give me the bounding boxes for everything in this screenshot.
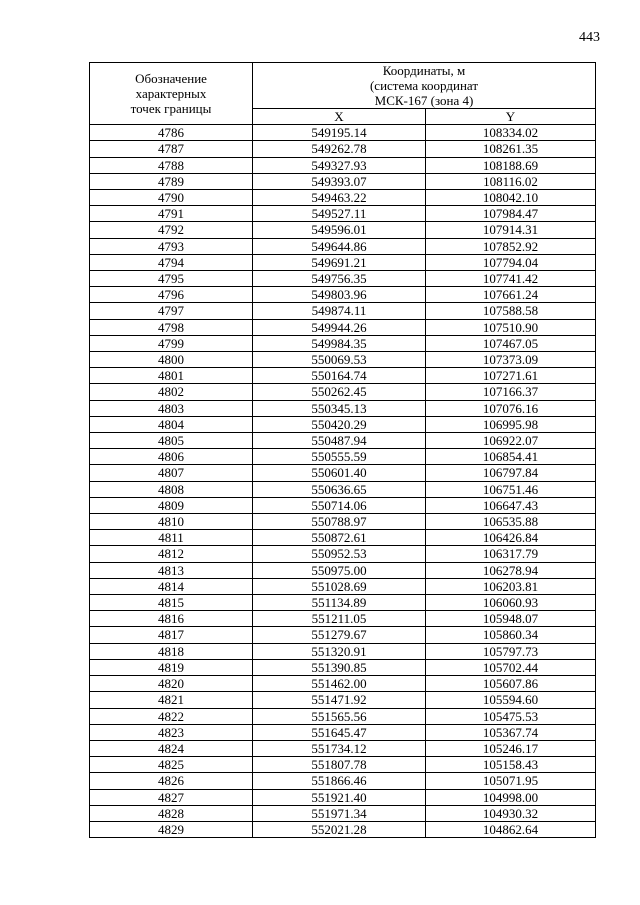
x-coordinate-cell: 551279.67 — [253, 627, 426, 643]
y-coordinate-cell: 104998.00 — [426, 789, 596, 805]
point-cell: 4788 — [90, 157, 253, 173]
y-coordinate-cell: 105158.43 — [426, 757, 596, 773]
x-coordinate-cell: 551028.69 — [253, 578, 426, 594]
x-coordinate-cell: 549262.78 — [253, 141, 426, 157]
y-coordinate-cell: 106647.43 — [426, 497, 596, 513]
table-row — [90, 530, 596, 546]
table-row — [90, 659, 596, 675]
table-row — [90, 173, 596, 189]
table-row — [90, 821, 596, 837]
y-coordinate-cell: 105797.73 — [426, 643, 596, 659]
table-row — [90, 368, 596, 384]
y-coordinate-cell: 107373.09 — [426, 352, 596, 368]
y-coordinate-cell: 105860.34 — [426, 627, 596, 643]
x-coordinate-cell: 550345.13 — [253, 400, 426, 416]
points-header-line-1: Обозначение — [135, 71, 207, 87]
point-cell: 4818 — [90, 643, 253, 659]
x-coordinate-cell: 549644.86 — [253, 238, 426, 254]
point-cell: 4797 — [90, 303, 253, 319]
x-coordinate-cell: 549803.96 — [253, 287, 426, 303]
coords-header-line-3: МСК-167 (зона 4) — [374, 93, 474, 108]
y-coordinate-cell: 105367.74 — [426, 724, 596, 740]
point-cell: 4795 — [90, 271, 253, 287]
x-coordinate-cell: 550872.61 — [253, 530, 426, 546]
point-cell: 4793 — [90, 238, 253, 254]
table-row — [90, 708, 596, 724]
points-header-line-3: точек границы — [130, 101, 212, 117]
x-coordinate-cell: 549596.01 — [253, 222, 426, 238]
y-coordinate-cell: 106203.81 — [426, 578, 596, 594]
x-coordinate-cell: 550601.40 — [253, 465, 426, 481]
x-coordinate-cell: 551471.92 — [253, 692, 426, 708]
table-row — [90, 303, 596, 319]
table-header — [90, 63, 596, 125]
point-cell: 4826 — [90, 773, 253, 789]
y-column-header: Y — [426, 109, 596, 125]
point-cell: 4806 — [90, 449, 253, 465]
table-row — [90, 692, 596, 708]
y-coordinate-cell: 107510.90 — [426, 319, 596, 335]
table-row — [90, 627, 596, 643]
y-coordinate-cell: 106854.41 — [426, 449, 596, 465]
points-column-header — [90, 63, 253, 125]
x-coordinate-cell: 551645.47 — [253, 724, 426, 740]
point-cell: 4808 — [90, 481, 253, 497]
table-row — [90, 757, 596, 773]
table-row — [90, 595, 596, 611]
table-row — [90, 287, 596, 303]
y-coordinate-cell: 106317.79 — [426, 546, 596, 562]
table-row — [90, 789, 596, 805]
y-coordinate-cell: 108116.02 — [426, 173, 596, 189]
x-coordinate-cell: 549195.14 — [253, 125, 426, 141]
point-cell: 4809 — [90, 497, 253, 513]
point-cell: 4790 — [90, 190, 253, 206]
x-coordinate-cell: 549393.07 — [253, 173, 426, 189]
x-coordinate-cell: 551390.85 — [253, 659, 426, 675]
table-row — [90, 238, 596, 254]
x-coordinate-cell: 549527.11 — [253, 206, 426, 222]
y-coordinate-cell: 108188.69 — [426, 157, 596, 173]
point-cell: 4821 — [90, 692, 253, 708]
table-row — [90, 805, 596, 821]
point-cell: 4791 — [90, 206, 253, 222]
y-coordinate-cell: 105246.17 — [426, 740, 596, 756]
x-coordinate-cell: 551866.46 — [253, 773, 426, 789]
x-coordinate-cell: 550555.59 — [253, 449, 426, 465]
table-row — [90, 125, 596, 141]
table-row — [90, 141, 596, 157]
x-coordinate-cell: 549327.93 — [253, 157, 426, 173]
table-row — [90, 643, 596, 659]
point-cell: 4789 — [90, 173, 253, 189]
y-coordinate-cell: 104930.32 — [426, 805, 596, 821]
table-row — [90, 740, 596, 756]
point-cell: 4787 — [90, 141, 253, 157]
table-row — [90, 157, 596, 173]
y-coordinate-cell: 105475.53 — [426, 708, 596, 724]
x-coordinate-cell: 549463.22 — [253, 190, 426, 206]
y-coordinate-cell: 107166.37 — [426, 384, 596, 400]
y-coordinate-cell: 106278.94 — [426, 562, 596, 578]
coords-header-line-1: Координаты, м — [382, 63, 466, 78]
table-row — [90, 206, 596, 222]
table-row — [90, 578, 596, 594]
y-coordinate-cell: 107271.61 — [426, 368, 596, 384]
y-coordinate-cell: 105948.07 — [426, 611, 596, 627]
y-coordinate-cell: 108334.02 — [426, 125, 596, 141]
table-row — [90, 562, 596, 578]
point-cell: 4803 — [90, 400, 253, 416]
point-cell: 4829 — [90, 821, 253, 837]
table-row — [90, 773, 596, 789]
y-coordinate-cell: 106426.84 — [426, 530, 596, 546]
x-coordinate-cell: 549874.11 — [253, 303, 426, 319]
point-cell: 4811 — [90, 530, 253, 546]
x-coordinate-cell: 550420.29 — [253, 416, 426, 432]
point-cell: 4807 — [90, 465, 253, 481]
x-coordinate-cell: 552021.28 — [253, 821, 426, 837]
point-cell: 4812 — [90, 546, 253, 562]
y-coordinate-cell: 106535.88 — [426, 514, 596, 530]
x-coordinate-cell: 549984.35 — [253, 335, 426, 351]
point-cell: 4804 — [90, 416, 253, 432]
y-coordinate-cell: 108042.10 — [426, 190, 596, 206]
y-coordinate-cell: 105071.95 — [426, 773, 596, 789]
x-coordinate-cell: 551807.78 — [253, 757, 426, 773]
table-row — [90, 335, 596, 351]
point-cell: 4824 — [90, 740, 253, 756]
y-coordinate-cell: 106751.46 — [426, 481, 596, 497]
point-cell: 4817 — [90, 627, 253, 643]
point-cell: 4823 — [90, 724, 253, 740]
table-row — [90, 271, 596, 287]
x-coordinate-cell: 551734.12 — [253, 740, 426, 756]
table-row — [90, 190, 596, 206]
x-coordinate-cell: 550487.94 — [253, 433, 426, 449]
x-column-header: X — [253, 109, 426, 125]
table-row — [90, 416, 596, 432]
table-row — [90, 676, 596, 692]
y-coordinate-cell: 106995.98 — [426, 416, 596, 432]
point-cell: 4799 — [90, 335, 253, 351]
x-coordinate-cell: 551211.05 — [253, 611, 426, 627]
point-cell: 4801 — [90, 368, 253, 384]
table-row — [90, 319, 596, 335]
point-cell: 4822 — [90, 708, 253, 724]
table-row — [90, 481, 596, 497]
x-coordinate-cell: 550636.65 — [253, 481, 426, 497]
y-coordinate-cell: 107914.31 — [426, 222, 596, 238]
y-coordinate-cell: 108261.35 — [426, 141, 596, 157]
y-coordinate-cell: 106060.93 — [426, 595, 596, 611]
point-cell: 4815 — [90, 595, 253, 611]
coordinates-table — [89, 62, 596, 838]
x-coordinate-cell: 549944.26 — [253, 319, 426, 335]
y-coordinate-cell: 107852.92 — [426, 238, 596, 254]
x-coordinate-cell: 550975.00 — [253, 562, 426, 578]
x-coordinate-cell: 549691.21 — [253, 254, 426, 270]
table-row — [90, 724, 596, 740]
table-row — [90, 514, 596, 530]
x-coordinate-cell: 551134.89 — [253, 595, 426, 611]
x-coordinate-cell: 551320.91 — [253, 643, 426, 659]
x-coordinate-cell: 550714.06 — [253, 497, 426, 513]
point-cell: 4827 — [90, 789, 253, 805]
y-coordinate-cell: 106922.07 — [426, 433, 596, 449]
table-row — [90, 465, 596, 481]
y-coordinate-cell: 106797.84 — [426, 465, 596, 481]
table-row — [90, 449, 596, 465]
x-coordinate-cell: 550069.53 — [253, 352, 426, 368]
coords-header-line-2: (система координат — [369, 78, 479, 93]
point-cell: 4820 — [90, 676, 253, 692]
points-header-line-2: характерных — [135, 86, 207, 102]
point-cell: 4816 — [90, 611, 253, 627]
table-body — [90, 125, 596, 838]
x-coordinate-cell: 550164.74 — [253, 368, 426, 384]
x-coordinate-cell: 549756.35 — [253, 271, 426, 287]
table-row — [90, 546, 596, 562]
table-row — [90, 611, 596, 627]
y-coordinate-cell: 107588.58 — [426, 303, 596, 319]
page-number: 443 — [579, 30, 600, 45]
y-coordinate-cell: 107661.24 — [426, 287, 596, 303]
point-cell: 4796 — [90, 287, 253, 303]
y-coordinate-cell: 104862.64 — [426, 821, 596, 837]
table-row — [90, 222, 596, 238]
point-cell: 4805 — [90, 433, 253, 449]
table-row — [90, 384, 596, 400]
y-coordinate-cell: 105702.44 — [426, 659, 596, 675]
point-cell: 4794 — [90, 254, 253, 270]
coordinates-group-header — [253, 63, 596, 109]
x-coordinate-cell: 550952.53 — [253, 546, 426, 562]
y-coordinate-cell: 107794.04 — [426, 254, 596, 270]
y-coordinate-cell: 107467.05 — [426, 335, 596, 351]
point-cell: 4819 — [90, 659, 253, 675]
point-cell: 4786 — [90, 125, 253, 141]
y-coordinate-cell: 107076.16 — [426, 400, 596, 416]
x-coordinate-cell: 551462.00 — [253, 676, 426, 692]
point-cell: 4828 — [90, 805, 253, 821]
table-row — [90, 400, 596, 416]
point-cell: 4798 — [90, 319, 253, 335]
point-cell: 4813 — [90, 562, 253, 578]
point-cell: 4800 — [90, 352, 253, 368]
table-row — [90, 433, 596, 449]
x-coordinate-cell: 551565.56 — [253, 708, 426, 724]
point-cell: 4802 — [90, 384, 253, 400]
x-coordinate-cell: 551921.40 — [253, 789, 426, 805]
y-coordinate-cell: 105607.86 — [426, 676, 596, 692]
y-coordinate-cell: 107741.42 — [426, 271, 596, 287]
point-cell: 4810 — [90, 514, 253, 530]
x-coordinate-cell: 550788.97 — [253, 514, 426, 530]
x-coordinate-cell: 550262.45 — [253, 384, 426, 400]
table-row — [90, 254, 596, 270]
x-coordinate-cell: 551971.34 — [253, 805, 426, 821]
y-coordinate-cell: 105594.60 — [426, 692, 596, 708]
point-cell: 4792 — [90, 222, 253, 238]
table-row — [90, 352, 596, 368]
point-cell: 4825 — [90, 757, 253, 773]
y-coordinate-cell: 107984.47 — [426, 206, 596, 222]
table-row — [90, 497, 596, 513]
point-cell: 4814 — [90, 578, 253, 594]
